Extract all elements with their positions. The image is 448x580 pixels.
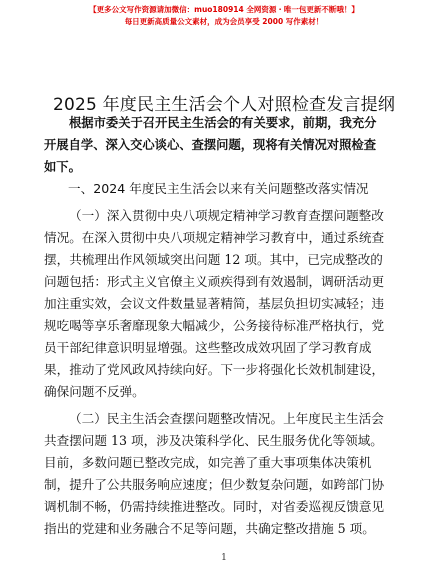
item-1-line: （一）深入贯彻中央八项规定精神学习教育查摆问题整改 bbox=[69, 208, 384, 223]
item-2-line: 共查摆问题 13 项，涉及决策科学化、民生服务优化等领域。 bbox=[44, 433, 383, 448]
promo-banner-line-2: 每日更新高质量公文素材，成为会员享受 2000 写作素材！ bbox=[124, 17, 324, 26]
item-2-line: 指出的党建和业务融合不足等问题，共确定整改措施 5 项。 bbox=[44, 521, 375, 536]
page-number: 1 bbox=[221, 553, 227, 563]
item-1-line: 果，推动了党风政风持续向好。下一步将强化长效机制建设， bbox=[44, 362, 385, 377]
promo-banner-line-1: 【更多公文写作资源请加微信：muo180914 全网资源・唯一包更新不断哦！】 bbox=[89, 5, 359, 14]
item-2-line: 目前，多数问题已整改完成，如完善了重大事项集体决策机 bbox=[44, 455, 372, 470]
intro-line: 根据市委关于召开民主生活会的有关要求，前期，我充分 bbox=[69, 116, 377, 130]
intro-paragraph bbox=[44, 112, 404, 178]
item-1-line: 规吃喝等享乐奢靡现象大幅减少，公务接待标准严格执行，党 bbox=[44, 318, 385, 333]
item-1-line: 员干部纪律意识明显增强。这些整改成效巩固了学习教育成 bbox=[44, 340, 372, 355]
item-1-line: 问题包括：形式主义官僚主义顽疾得到有效遏制，调研活动更 bbox=[44, 274, 385, 289]
item-1-line: 情况。在深入贯彻中央八项规定精神学习教育中，通过系统查 bbox=[44, 230, 385, 245]
item-2-paragraph bbox=[44, 408, 404, 540]
intro-line: 开展自学、深入交心谈心、查摆问题，现将有关情况对照检查 bbox=[44, 138, 377, 152]
item-1-line: 加注重实效，会议文件数量显著精简，基层负担切实减轻；违 bbox=[44, 296, 385, 311]
item-2-line: 调机制不畅，仍需持续推进整改。同时，对省委巡视反馈意见 bbox=[44, 499, 385, 514]
section-1-heading: 一、2024 年度民主生活会以来有关问题整改落实情况 bbox=[68, 181, 369, 196]
item-1-line: 确保问题不反弹。 bbox=[44, 384, 145, 399]
intro-line: 如下。 bbox=[44, 160, 81, 174]
item-1-line: 摆，共梳理出作风领域突出问题 12 项。其中，已完成整改的 bbox=[44, 252, 383, 267]
document-title: 2025 年度民主生活会个人对照检查发言提纲 bbox=[52, 95, 396, 115]
item-1-paragraph bbox=[44, 205, 404, 403]
item-2-line: 制，提升了公共服务响应速度；但少数复杂问题，如跨部门协 bbox=[44, 477, 385, 492]
item-2-line: （二）民主生活会查摆问题整改情况。上年度民主生活会 bbox=[69, 411, 384, 426]
